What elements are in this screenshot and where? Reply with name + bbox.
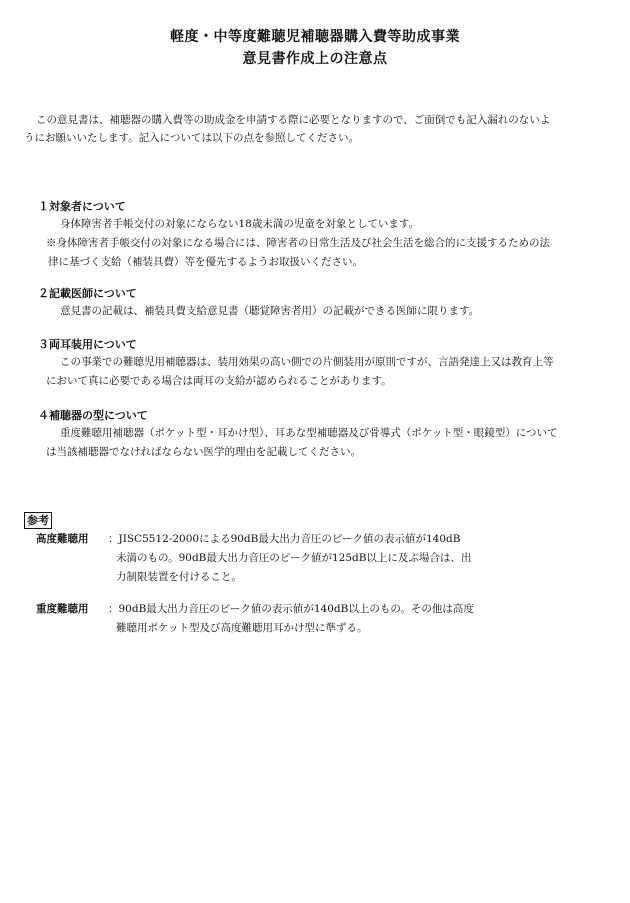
definition-line: ：90dB最大出力音圧のピーク値の表示値が140dB以上のもの。その他は高度 <box>108 603 474 615</box>
definition-line: 力制限装置を付けること。 <box>116 571 242 583</box>
section-body-doctor <box>46 302 602 321</box>
intro-paragraph <box>24 111 610 147</box>
page-title: 軽度・中等度難聴児補聴器購入費等助成事業 <box>170 29 460 45</box>
section-note-cont: 律に基づく支給（補装具費）等を優先するようお取扱いください。 <box>48 256 363 268</box>
section-line: この事業での難聴児用補聴器は、装用効果の高い側での片側装用が原則ですが、言語発達上又は教育上等 <box>60 356 554 368</box>
section-line: 意見書の記載は、補装具費支給意見書（聴覚障害者用）の記載ができる医師に限ります。 <box>60 305 480 317</box>
definition-line: 難聴用ポケット型及び高度難聴用耳かけ型に準ずる。 <box>116 622 368 634</box>
section-heading-target: １対象者について <box>38 200 126 213</box>
section-line: は当該補聴器でなければならない医学的理由を記載してください。 <box>46 446 361 458</box>
section-heading-binaural: ３両耳装用について <box>38 338 137 351</box>
section-line: において真に必要である場合は両耳の支給が認められることがあります。 <box>46 375 392 387</box>
section-note: ※身体障害者手帳交付の対象になる場合には、障害者の日常生活及び社会生活を総合的に支援するための法 <box>46 237 550 249</box>
definition-term-profound: 重度難聴用 <box>36 603 89 615</box>
section-body-target <box>46 215 602 272</box>
page-subtitle: 意見書作成上の注意点 <box>242 51 388 67</box>
reference-label: 参考 <box>24 512 52 529</box>
section-line: 身体障害者手帳交付の対象にならない18歳未満の児童を対象としています。 <box>60 218 420 230</box>
section-line: 重度難聴用補聴器（ポケット型・耳かけ型）、耳あな型補聴器及び骨導式（ポケット型・眼鏡型）について <box>60 427 558 439</box>
section-heading-doctor: ２記載医師について <box>38 287 137 300</box>
definition-line: 未満のもの。90dB最大出力音圧のピーク値が125dB以上に及ぶ場合は、出 <box>116 552 472 564</box>
definition-term-severe: 高度難聴用 <box>36 533 89 545</box>
definition-body-severe <box>108 530 508 587</box>
definition-line: ：JISC5512-2000による90dB最大出力音圧のピーク値の表示値が140dB <box>108 533 461 545</box>
intro-line: うにお願いいたします。記入については以下の点を参照してください。 <box>24 132 359 144</box>
section-heading-type: ４補聴器の型について <box>38 409 148 422</box>
section-body-binaural <box>46 353 602 391</box>
definition-body-profound <box>108 600 508 638</box>
section-body-type <box>46 424 602 462</box>
intro-line: この意見書は、補聴器の購入費等の助成金を申請する際に必要となりますので、ご面倒でも記入漏れのないよ <box>36 114 551 126</box>
